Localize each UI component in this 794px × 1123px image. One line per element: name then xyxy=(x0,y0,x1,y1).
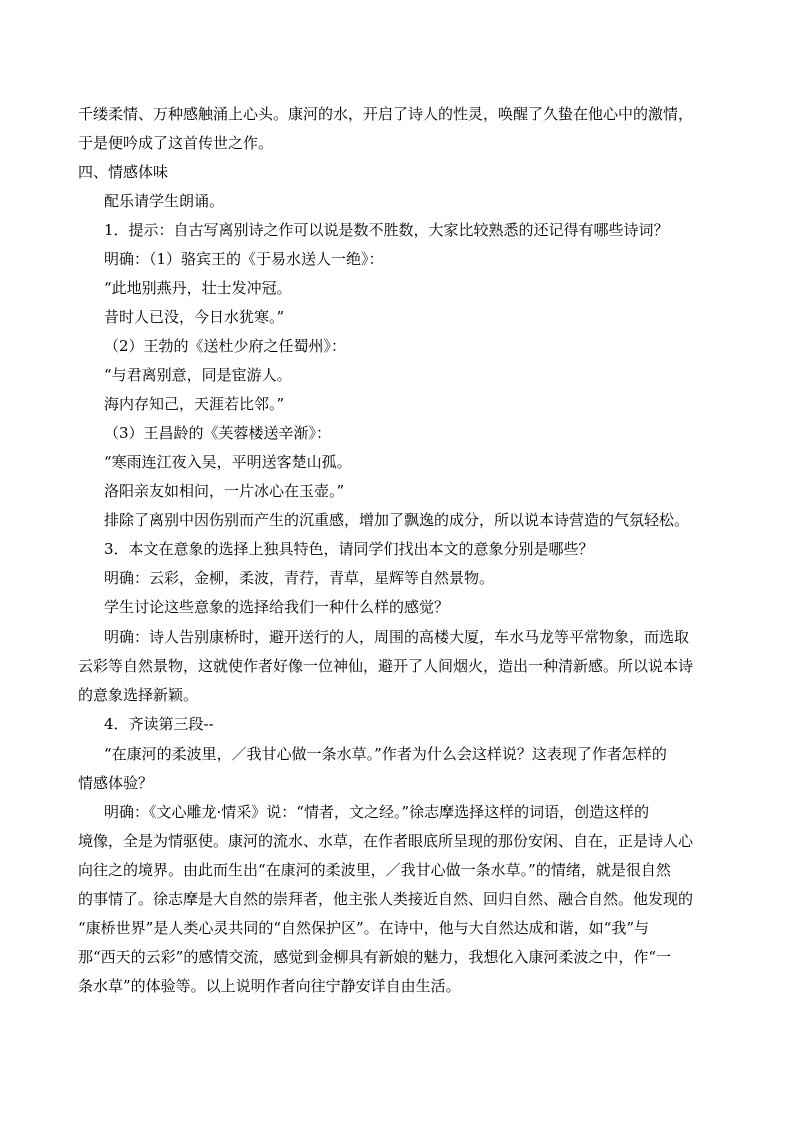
paragraph-line: 那“西天的云彩”的感情交流，感觉到金柳具有新娘的魅力，我想化入康河柔波之中，作“一 xyxy=(78,948,672,966)
paragraph-line: 明确：诗人告别康桥时，避开送行的人，周围的高楼大厦，车水马龙等平常物象，而选取 xyxy=(104,628,690,646)
answer-line: 明确：云彩，金柳，柔波，青荇，青草，星辉等自然景物。 xyxy=(104,569,495,587)
poem-line: 海内存知己，天涯若比邻。” xyxy=(104,395,285,413)
paragraph-line: 的意象选择新颖。 xyxy=(78,686,199,704)
paragraph-line: 条水草”的体验等。以上说明作者向往宁静安详自由生活。 xyxy=(78,977,461,995)
paragraph-line: 于是便吟成了这首传世之作。 xyxy=(78,134,274,152)
question-3: 3．本文在意象的选择上独具特色，请同学们找出本文的意象分别是哪些？ xyxy=(104,540,594,558)
paragraph-line: 千缕柔情、万种感触涌上心头。康河的水，开启了诗人的性灵，唤醒了久蛰在他心中的激情， xyxy=(78,105,694,123)
paragraph-line: 境像，全是为情驱使。康河的流水、水草，在作者眼底所呈现的那份安闲、自在，正是诗人心 xyxy=(78,832,694,850)
poem-line: “与君离别意，同是宦游人。 xyxy=(104,366,292,384)
question-1: 1．提示：自古写离别诗之作可以说是数不胜数，大家比较熟悉的还记得有哪些诗词？ xyxy=(104,221,669,239)
paragraph-line: 配乐请学生朗诵。 xyxy=(104,192,225,210)
paragraph-line: 的事情了。徐志摩是大自然的崇拜者，他主张人类接近自然、回归自然、融合自然。他发现的 xyxy=(78,890,694,908)
paragraph-line: “康桥世界”是人类心灵共同的“自然保护区”。在诗中，他与大自然达成和谐，如“我”与 xyxy=(78,919,650,937)
answer-line: （3）王昌龄的《芙蓉楼送辛渐》： xyxy=(104,424,332,442)
paragraph-line: 云彩等自然景物，这就使作者好像一位神仙，避开了人间烟火，造出一种清新感。所以说本诗 xyxy=(78,657,694,675)
paragraph-line: “在康河的柔波里，／我甘心做一条水草。”作者为什么会这样说？这表现了作者怎样的 xyxy=(104,745,667,763)
answer-line: 明确：（1）骆宾王的《于易水送人一绝》： xyxy=(104,250,384,268)
paragraph-line: 学生讨论这些意象的选择给我们一种什么样的感觉？ xyxy=(104,598,450,616)
question-4: 4．齐读第三段-- xyxy=(104,715,214,733)
poem-line: “此地别燕丹，壮士发冲冠。 xyxy=(104,279,292,297)
paragraph-line: 情感体验？ xyxy=(78,774,154,792)
paragraph-line: 向往之的境界。由此而生出“在康河的柔波里，／我甘心做一条水草。”的情绪，就是很自然 xyxy=(78,861,671,879)
poem-line: “寒雨连江夜入吴，平明送客楚山孤。 xyxy=(104,453,352,471)
answer-line: （2）王勃的《送杜少府之任蜀州》： xyxy=(104,337,347,355)
paragraph-line: 排除了离别中因伤别而产生的沉重感，增加了飘逸的成分，所以说本诗营造的气氛轻松。 xyxy=(104,511,690,529)
poem-line: 洛阳亲友如相问，一片冰心在玉壶。” xyxy=(104,482,345,500)
poem-line: 昔时人已没，今日水犹寒。” xyxy=(104,308,285,326)
paragraph-line: 明确：《文心雕龙·情采》说：“情者，文之经。”徐志摩选择这样的词语，创造这样的 xyxy=(104,803,650,821)
section-heading: 四、情感体味 xyxy=(78,163,169,181)
